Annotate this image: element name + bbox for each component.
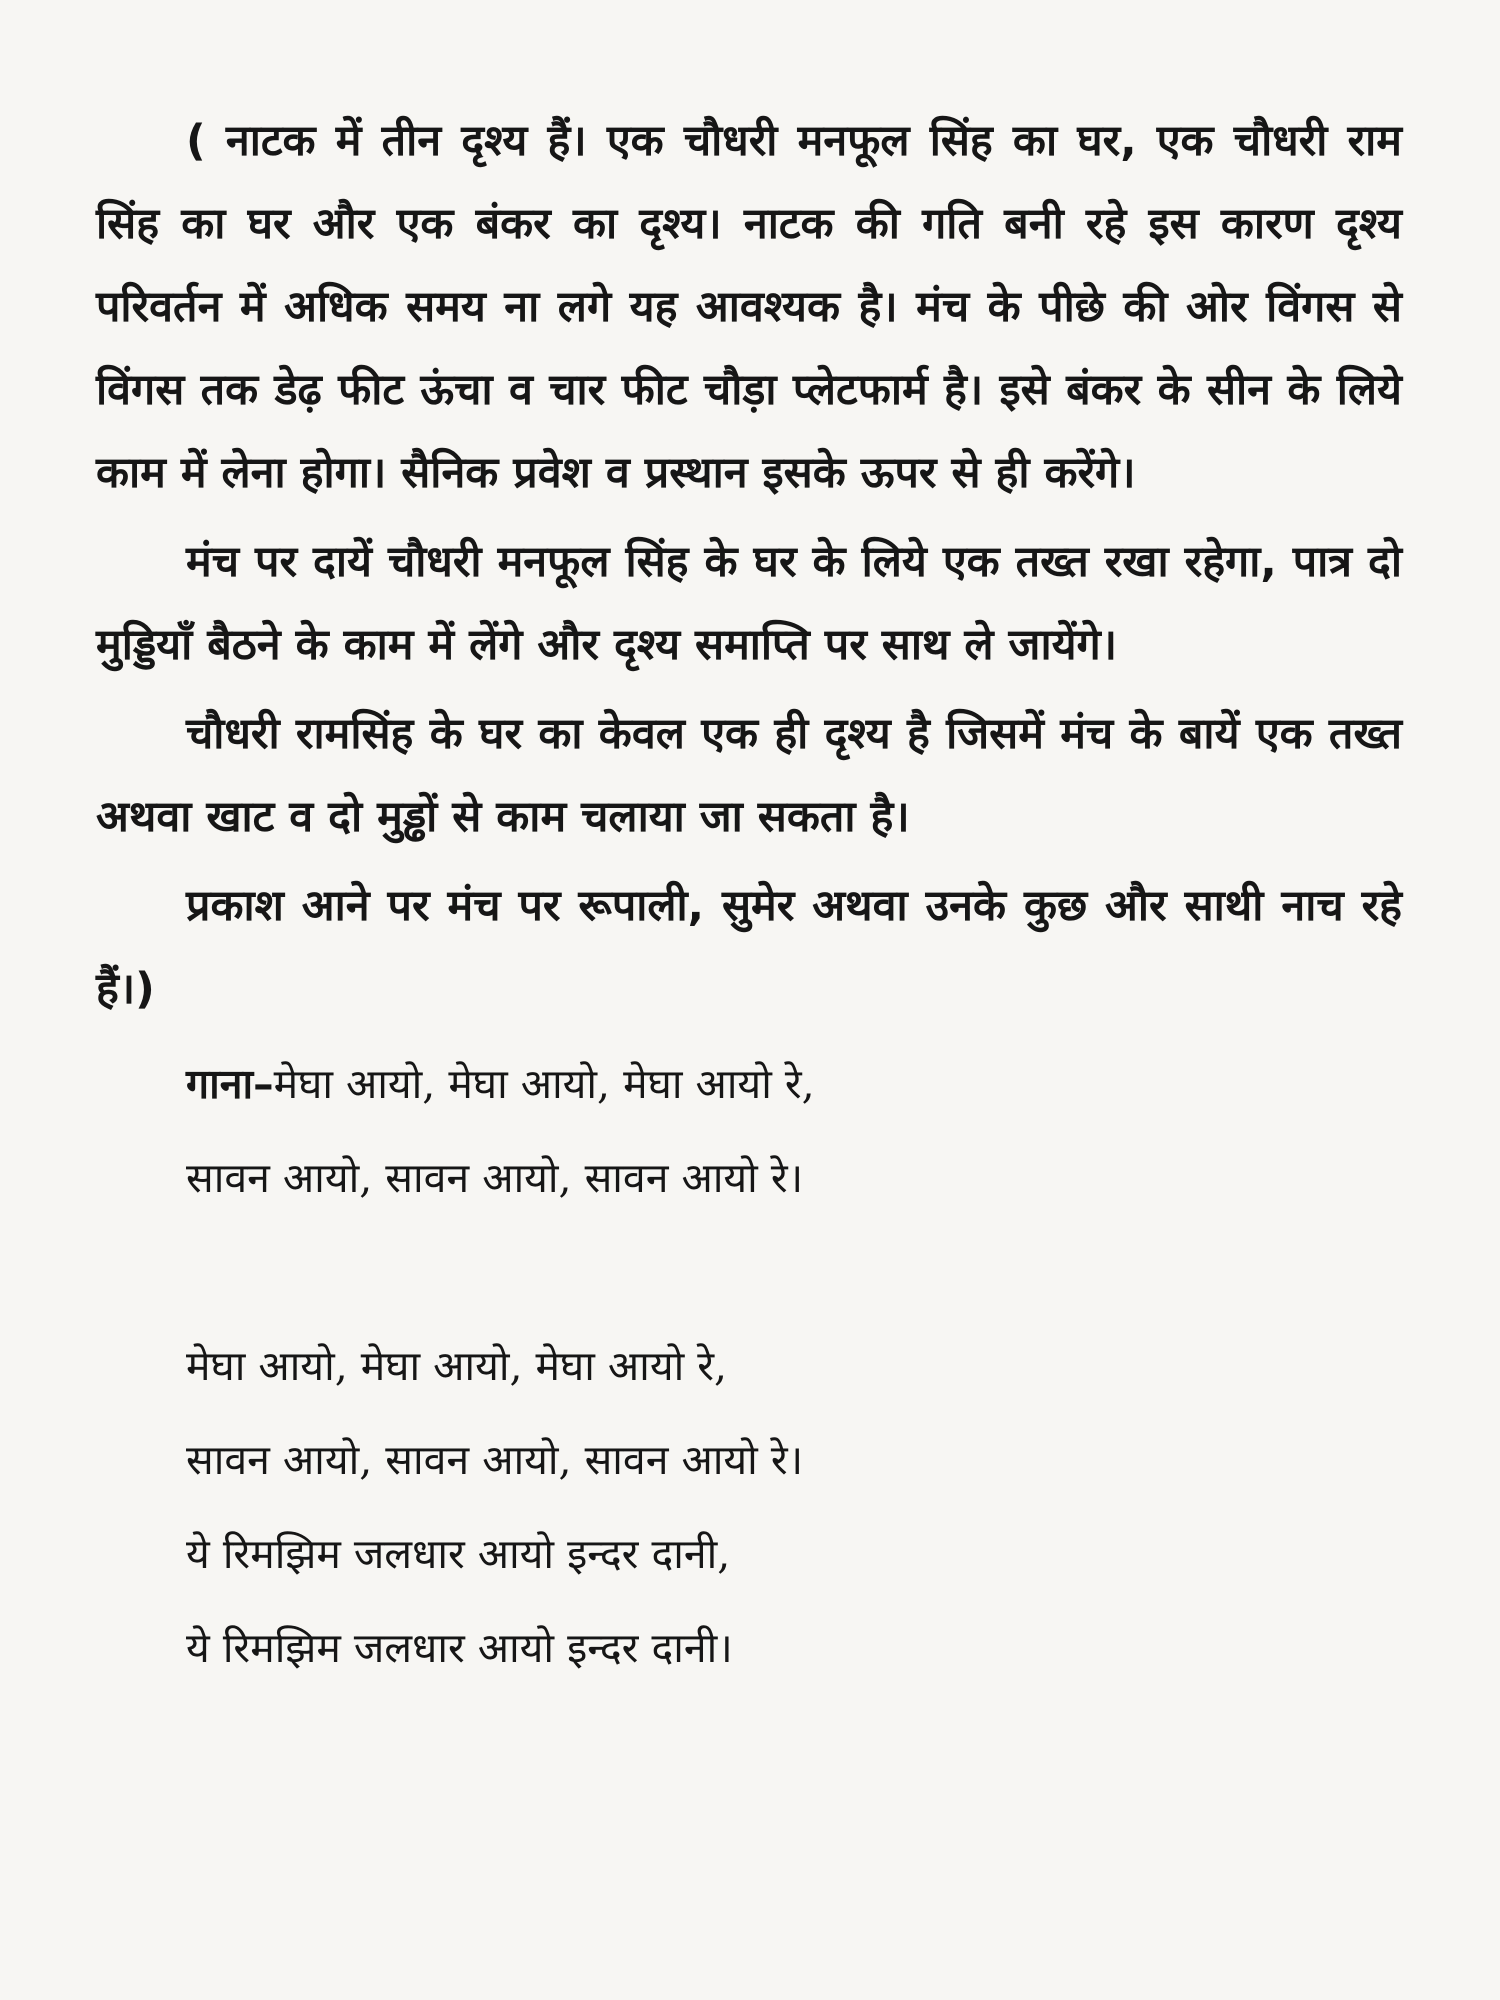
- book-page: [96, 100, 1402, 1695]
- song-lyrics: [96, 1037, 1402, 1695]
- song-line: मेघा आयो, मेघा आयो, मेघा आयो रे,: [186, 1342, 728, 1390]
- song-label: गाना–: [186, 1060, 274, 1108]
- stage-direction-paragraph: चौधरी रामसिंह के घर का केवल एक ही दृश्य है जिसमें मंच के बायें एक तख्त अथवा खाट व दो मुड्ढों से काम चलाया जा सकता है।: [96, 709, 1402, 842]
- song-line: ये रिमझिम जलधार आयो इन्दर दानी।: [186, 1624, 733, 1672]
- stage-direction-paragraph: प्रकाश आने पर मंच पर रूपाली, सुमेर अथवा उनके कुछ और साथी नाच रहे हैं।): [96, 881, 1402, 1014]
- song-line: [186, 1037, 1402, 1131]
- stage-direction-paragraph: ( नाटक में तीन दृश्य हैं। एक चौधरी मनफूल सिंह का घर, एक चौधरी राम सिंह का घर और एक बंकर का दृश्य। नाटक की गति बनी रहे इस कारण दृश्य परिवर्तन में अधिक समय ना लगे यह आवश्यक है। मंच के पीछे की ओर विंगस से विंगस तक डेढ़ फीट ऊंचा व चार फीट चौड़ा प्लेटफार्म है। इसे बंकर के सीन के लिये काम में लेना होगा। सैनिक प्रवेश व प्रस्थान इसके ऊपर से ही करेंगे।: [96, 116, 1402, 498]
- song-line: सावन आयो, सावन आयो, सावन आयो रे।: [186, 1154, 804, 1202]
- song-line-text: मेघा आयो, मेघा आयो, मेघा आयो रे,: [273, 1060, 815, 1108]
- song-line: सावन आयो, सावन आयो, सावन आयो रे।: [186, 1436, 804, 1484]
- stanza-gap: [186, 1225, 1402, 1319]
- stage-direction-paragraph: मंच पर दायें चौधरी मनफूल सिंह के घर के लिये एक तख्त रखा रहेगा, पात्र दो मुड्डियाँ बैठने के काम में लेंगे और दृश्य समाप्ति पर साथ ले जायेंगे।: [96, 537, 1402, 670]
- song-line: ये रिमझिम जलधार आयो इन्दर दानी,: [186, 1530, 731, 1578]
